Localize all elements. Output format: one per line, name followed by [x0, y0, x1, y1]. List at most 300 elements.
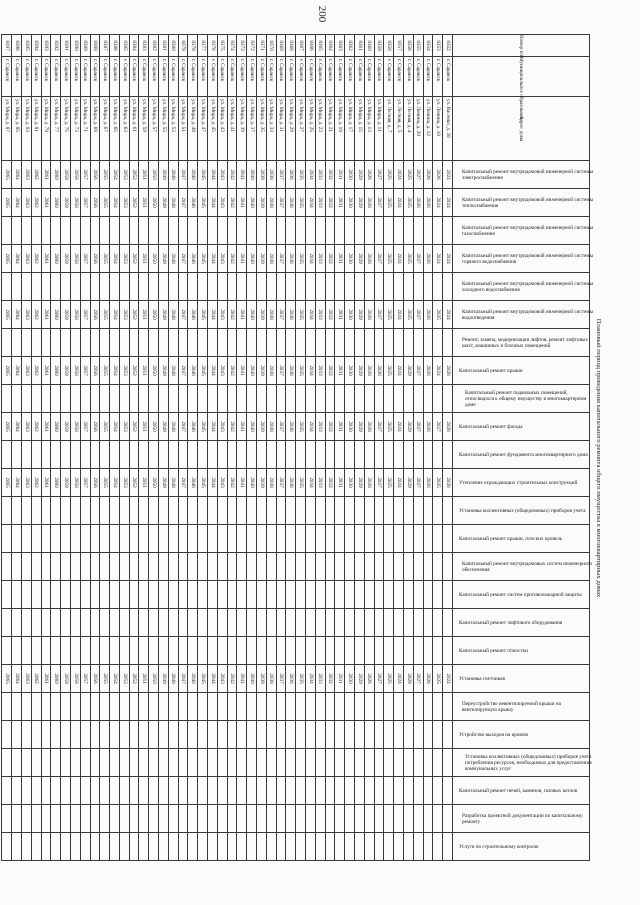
row-year-cell	[237, 329, 247, 357]
row-year-cell	[217, 805, 227, 833]
row-year-cell: 2038	[266, 245, 276, 273]
header-work-25	[453, 833, 590, 861]
row-number: 8382	[149, 35, 159, 57]
row-year-cell	[100, 525, 110, 553]
row-year-cell	[178, 329, 188, 357]
row-year-cell	[139, 833, 149, 861]
row-year-cell	[227, 329, 237, 357]
row-year-cell: 2027	[413, 301, 423, 329]
row-year-cell: 2056	[90, 301, 100, 329]
row-year-cell	[286, 749, 296, 777]
row-year-cell	[355, 637, 365, 665]
row-year-cell	[374, 805, 384, 833]
row-year-cell: 2056	[90, 413, 100, 441]
row-year-cell	[364, 637, 374, 665]
row-municipality: г. Саранск	[100, 57, 110, 97]
header-work-8	[453, 357, 590, 385]
row-number: 8390	[70, 35, 80, 57]
row-number: 8393	[41, 35, 51, 57]
row-year-cell	[394, 805, 404, 833]
row-year-cell: 2039	[257, 357, 267, 385]
row-year-cell	[433, 721, 443, 749]
row-year-cell	[41, 385, 51, 413]
row-year-cell	[80, 329, 90, 357]
header-work-24	[453, 805, 590, 833]
row-year-cell	[168, 273, 178, 301]
row-year-cell	[168, 777, 178, 805]
row-year-cell	[404, 693, 414, 721]
row-year-cell	[443, 441, 453, 469]
row-year-cell: 2024	[394, 413, 404, 441]
row-year-cell: 2062	[31, 469, 41, 497]
row-municipality: г. Саранск	[21, 57, 31, 97]
row-year-cell	[413, 581, 423, 609]
header-work-label: Утепление ограждающих строительных конструкций	[459, 479, 578, 486]
table-row	[12, 35, 22, 861]
row-year-cell	[296, 525, 306, 553]
header-work-5	[453, 273, 594, 301]
row-year-cell	[178, 217, 188, 245]
row-year-cell	[159, 217, 169, 245]
table-title: Плановый период проведения капитального ремонта общего имущества в многоквартирных домах	[595, 318, 602, 598]
row-year-cell	[100, 805, 110, 833]
row-year-cell: 2049	[159, 245, 169, 273]
row-number: 8381	[159, 35, 169, 57]
row-year-cell	[433, 525, 443, 553]
row-year-cell	[51, 833, 61, 861]
row-year-cell	[364, 833, 374, 861]
row-year-cell: 2059	[61, 469, 71, 497]
header-work-label: Капитальный ремонт фундамента многоквартирного дома	[459, 451, 588, 458]
row-year-cell	[31, 833, 41, 861]
row-year-cell	[51, 805, 61, 833]
row-year-cell	[41, 805, 51, 833]
row-year-cell: 2029	[404, 665, 414, 693]
row-year-cell	[325, 581, 335, 609]
row-year-cell	[296, 385, 306, 413]
row-address: ул. Мира, д. 47	[198, 97, 208, 161]
row-municipality: г. Саранск	[12, 57, 22, 97]
row-year-cell	[31, 217, 41, 245]
row-year-cell	[266, 609, 276, 637]
row-year-cell	[355, 497, 365, 525]
row-year-cell: 2054	[110, 357, 120, 385]
row-year-cell	[443, 273, 453, 301]
row-year-cell	[139, 553, 149, 581]
row-year-cell	[217, 385, 227, 413]
table-row	[306, 35, 316, 861]
row-year-cell: 2032	[325, 413, 335, 441]
row-year-cell	[80, 833, 90, 861]
row-year-cell	[404, 833, 414, 861]
row-year-cell	[149, 581, 159, 609]
row-year-cell: 2037	[276, 301, 286, 329]
row-year-cell	[12, 721, 22, 749]
row-year-cell	[266, 273, 276, 301]
row-year-cell	[70, 217, 80, 245]
row-year-cell	[315, 805, 325, 833]
row-municipality: г. Саранск	[61, 57, 71, 97]
row-municipality: г. Саранск	[208, 57, 218, 97]
row-year-cell	[90, 525, 100, 553]
row-year-cell	[345, 441, 355, 469]
row-year-cell	[90, 749, 100, 777]
row-year-cell	[374, 721, 384, 749]
row-year-cell: 2035	[296, 301, 306, 329]
row-municipality: г. Саранск	[237, 57, 247, 97]
row-year-cell	[296, 805, 306, 833]
header-work-label: Капитальный ремонт отмостки	[459, 647, 528, 654]
row-year-cell: 2062	[31, 245, 41, 273]
row-year-cell: 2062	[31, 189, 41, 217]
row-year-cell	[413, 217, 423, 245]
row-year-cell	[296, 637, 306, 665]
row-year-cell: 2060	[51, 469, 61, 497]
row-year-cell	[394, 693, 404, 721]
row-municipality: г. Саранск	[266, 57, 276, 97]
row-year-cell	[129, 805, 139, 833]
row-municipality: г. Саранск	[110, 57, 120, 97]
row-year-cell	[70, 805, 80, 833]
header-work-label: Капитальный ремонт внутридомовой инженерной системы газоснабжения	[462, 224, 594, 237]
row-municipality: г. Саранск	[364, 57, 374, 97]
row-year-cell	[247, 833, 257, 861]
row-year-cell	[188, 805, 198, 833]
row-year-cell	[139, 441, 149, 469]
row-address: ул. Мира, д. 59	[139, 97, 149, 161]
row-year-cell	[168, 441, 178, 469]
row-year-cell	[433, 497, 443, 525]
row-year-cell	[355, 833, 365, 861]
row-year-cell	[423, 273, 433, 301]
row-year-cell: 2050	[149, 469, 159, 497]
row-year-cell	[90, 721, 100, 749]
row-year-cell	[257, 581, 267, 609]
row-year-cell: 2058	[70, 245, 80, 273]
row-year-cell	[100, 609, 110, 637]
row-year-cell	[217, 609, 227, 637]
row-year-cell	[51, 497, 61, 525]
row-year-cell	[423, 329, 433, 357]
row-year-cell	[149, 637, 159, 665]
row-year-cell: 2024	[433, 189, 443, 217]
row-year-cell	[296, 553, 306, 581]
row-year-cell	[443, 777, 453, 805]
table-row	[41, 35, 51, 861]
row-year-cell: 2054	[110, 469, 120, 497]
row-year-cell: 2056	[90, 469, 100, 497]
row-year-cell: 2034	[306, 161, 316, 189]
row-year-cell	[404, 581, 414, 609]
row-year-cell: 2036	[286, 245, 296, 273]
row-year-cell	[315, 581, 325, 609]
row-year-cell	[374, 609, 384, 637]
row-year-cell: 2056	[90, 357, 100, 385]
row-municipality: г. Саранск	[286, 57, 296, 97]
row-year-cell	[423, 777, 433, 805]
row-year-cell	[384, 441, 394, 469]
row-year-cell	[61, 609, 71, 637]
row-year-cell: 2043	[217, 301, 227, 329]
row-year-cell	[159, 805, 169, 833]
row-year-cell	[315, 497, 325, 525]
row-year-cell	[198, 497, 208, 525]
row-year-cell	[80, 525, 90, 553]
row-year-cell	[364, 385, 374, 413]
row-year-cell	[325, 833, 335, 861]
row-year-cell	[12, 525, 22, 553]
row-year-cell	[276, 385, 286, 413]
row-year-cell: 2046	[188, 413, 198, 441]
row-year-cell: 2065	[2, 357, 12, 385]
row-year-cell: 2048	[168, 189, 178, 217]
row-year-cell: 2039	[257, 245, 267, 273]
row-year-cell	[2, 217, 12, 245]
row-year-cell: 2053	[119, 245, 129, 273]
row-year-cell	[12, 385, 22, 413]
row-year-cell	[423, 693, 433, 721]
row-year-cell	[335, 805, 345, 833]
row-year-cell	[41, 329, 51, 357]
row-year-cell: 2044	[208, 357, 218, 385]
row-year-cell	[139, 273, 149, 301]
table-row	[139, 35, 149, 861]
table-row	[21, 35, 31, 861]
header-work-23	[453, 777, 590, 805]
row-year-cell	[208, 581, 218, 609]
table-row	[178, 35, 188, 861]
page-number: 200	[316, 5, 328, 23]
row-year-cell	[364, 329, 374, 357]
row-year-cell	[41, 497, 51, 525]
row-year-cell	[384, 497, 394, 525]
row-year-cell	[208, 497, 218, 525]
row-year-cell	[90, 637, 100, 665]
row-year-cell	[394, 441, 404, 469]
row-year-cell: 2029	[355, 357, 365, 385]
row-number: 8369	[276, 35, 286, 57]
row-year-cell	[119, 637, 129, 665]
row-year-cell	[168, 553, 178, 581]
row-year-cell	[433, 637, 443, 665]
row-year-cell	[70, 833, 80, 861]
row-year-cell: 2039	[257, 665, 267, 693]
row-year-cell: 2047	[178, 301, 188, 329]
row-year-cell: 2030	[345, 301, 355, 329]
row-year-cell	[217, 693, 227, 721]
row-year-cell	[12, 553, 22, 581]
row-year-cell	[247, 749, 257, 777]
row-year-cell	[168, 637, 178, 665]
row-year-cell	[41, 273, 51, 301]
row-year-cell	[364, 749, 374, 777]
row-year-cell	[276, 609, 286, 637]
row-year-cell: 2035	[296, 245, 306, 273]
row-year-cell	[227, 721, 237, 749]
row-year-cell: 2025	[384, 161, 394, 189]
row-year-cell: 2062	[31, 301, 41, 329]
row-year-cell	[404, 385, 414, 413]
row-year-cell: 2046	[188, 665, 198, 693]
row-year-cell	[21, 721, 31, 749]
row-year-cell: 2029	[404, 413, 414, 441]
row-year-cell	[61, 833, 71, 861]
row-year-cell	[384, 693, 394, 721]
row-year-cell	[325, 609, 335, 637]
row-number: 8388	[90, 35, 100, 57]
row-address: ул. Мира, д. 17	[345, 97, 355, 161]
row-year-cell	[217, 525, 227, 553]
row-year-cell	[257, 329, 267, 357]
row-year-cell	[296, 441, 306, 469]
row-year-cell: 2063	[21, 665, 31, 693]
row-year-cell	[100, 749, 110, 777]
row-year-cell	[247, 553, 257, 581]
row-municipality: г. Саранск	[227, 57, 237, 97]
row-year-cell	[296, 497, 306, 525]
row-year-cell: 2033	[315, 161, 325, 189]
table-row	[257, 35, 267, 861]
row-year-cell	[335, 637, 345, 665]
row-year-cell	[315, 553, 325, 581]
row-year-cell	[129, 553, 139, 581]
row-year-cell: 2063	[21, 161, 31, 189]
row-year-cell	[433, 777, 443, 805]
row-year-cell	[129, 385, 139, 413]
row-year-cell	[41, 777, 51, 805]
row-year-cell	[374, 637, 384, 665]
row-year-cell	[80, 441, 90, 469]
row-year-cell	[90, 329, 100, 357]
row-year-cell: 2026	[423, 161, 433, 189]
row-year-cell	[61, 637, 71, 665]
row-year-cell	[2, 497, 12, 525]
row-address: ул. Мира, д. 71	[80, 97, 90, 161]
rotated-landscape-page	[3, 34, 604, 882]
row-year-cell	[247, 581, 257, 609]
row-year-cell	[276, 833, 286, 861]
table-row	[159, 35, 169, 861]
row-year-cell: 2025	[404, 245, 414, 273]
row-year-cell	[364, 693, 374, 721]
row-year-cell	[355, 749, 365, 777]
row-year-cell: 2065	[2, 413, 12, 441]
row-municipality: г. Саранск	[41, 57, 51, 97]
row-year-cell	[217, 329, 227, 357]
row-year-cell: 2033	[315, 469, 325, 497]
row-year-cell: 2050	[149, 245, 159, 273]
row-year-cell	[364, 497, 374, 525]
row-year-cell: 2061	[41, 245, 51, 273]
row-year-cell	[41, 581, 51, 609]
row-year-cell	[364, 525, 374, 553]
row-year-cell	[404, 525, 414, 553]
row-year-cell	[129, 833, 139, 861]
row-year-cell	[266, 721, 276, 749]
row-year-cell: 2029	[355, 301, 365, 329]
row-year-cell	[2, 693, 12, 721]
row-year-cell	[168, 497, 178, 525]
row-year-cell	[286, 721, 296, 749]
row-year-cell	[315, 833, 325, 861]
row-year-cell: 2024	[394, 357, 404, 385]
row-year-cell	[355, 777, 365, 805]
table-row	[276, 35, 286, 861]
row-year-cell	[306, 609, 316, 637]
row-year-cell	[335, 385, 345, 413]
row-year-cell: 2050	[149, 189, 159, 217]
row-year-cell: 2046	[188, 161, 198, 189]
row-address: ул. Мира, д. 37	[247, 97, 257, 161]
row-year-cell	[247, 637, 257, 665]
table-row	[404, 35, 414, 861]
row-year-cell	[257, 441, 267, 469]
row-year-cell	[355, 441, 365, 469]
row-year-cell: 2045	[198, 469, 208, 497]
row-year-cell	[208, 693, 218, 721]
row-address: ул. Лесная, д. 4	[404, 97, 414, 161]
row-year-cell	[257, 609, 267, 637]
row-year-cell: 2057	[80, 189, 90, 217]
row-year-cell	[247, 721, 257, 749]
row-year-cell: 2040	[247, 245, 257, 273]
row-year-cell	[90, 805, 100, 833]
row-year-cell	[335, 273, 345, 301]
row-number: 8372	[247, 35, 257, 57]
row-year-cell	[188, 749, 198, 777]
row-year-cell	[315, 721, 325, 749]
row-year-cell	[51, 693, 61, 721]
row-year-cell	[70, 329, 80, 357]
row-year-cell: 2059	[61, 357, 71, 385]
row-year-cell	[110, 385, 120, 413]
row-year-cell	[227, 581, 237, 609]
row-year-cell: 2057	[80, 245, 90, 273]
row-year-cell: 2041	[237, 413, 247, 441]
row-address: ул. Мира, д. 25	[306, 97, 316, 161]
header-work-label: Капитальный ремонт систем противопожарной защиты	[459, 591, 582, 598]
row-year-cell: 2038	[266, 413, 276, 441]
header-work-13	[453, 497, 590, 525]
row-year-cell	[227, 441, 237, 469]
row-year-cell	[70, 525, 80, 553]
row-year-cell	[286, 805, 296, 833]
row-year-cell: 2030	[345, 357, 355, 385]
row-year-cell	[237, 497, 247, 525]
row-year-cell	[198, 441, 208, 469]
row-year-cell	[404, 777, 414, 805]
row-year-cell: 2052	[129, 413, 139, 441]
row-number: 8360	[364, 35, 374, 57]
table-row	[345, 35, 355, 861]
row-year-cell: 2057	[80, 413, 90, 441]
row-year-cell	[90, 777, 100, 805]
row-year-cell	[404, 553, 414, 581]
row-year-cell	[247, 525, 257, 553]
row-year-cell	[443, 693, 453, 721]
row-year-cell	[31, 553, 41, 581]
row-year-cell: 2031	[335, 357, 345, 385]
row-year-cell	[404, 441, 414, 469]
row-year-cell	[433, 833, 443, 861]
row-year-cell: 2057	[80, 665, 90, 693]
row-address: ул. Ленина, д. 12	[423, 97, 433, 161]
row-year-cell: 2032	[325, 301, 335, 329]
row-year-cell	[2, 805, 12, 833]
row-year-cell: 2027	[374, 469, 384, 497]
row-year-cell	[188, 329, 198, 357]
row-address: ул. Мира, д. 67	[100, 97, 110, 161]
